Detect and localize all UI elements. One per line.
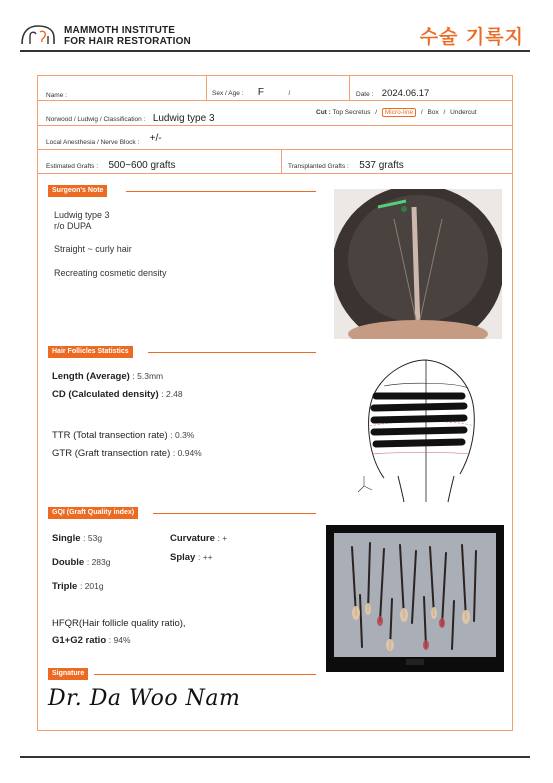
- triple-value: : 201g: [79, 581, 104, 591]
- double-value: : 283g: [86, 557, 111, 567]
- doctor-signature: Dr. Da Woo Nam: [48, 686, 241, 711]
- stat-gtr: [52, 448, 202, 459]
- note-line-3: Straight ~ curly hair: [54, 244, 132, 254]
- cut-option-undercut: Undercut: [450, 109, 477, 116]
- header-divider: [20, 50, 530, 52]
- estimated-grafts-value: 500~600 grafts: [108, 160, 176, 171]
- follicle-stats-rule: [148, 352, 316, 353]
- gqi-hfqr: [52, 618, 186, 629]
- note-line-1: Ludwig type 3: [54, 210, 110, 220]
- hfqr-label: HFQR(Hair follicle quality ratio),: [52, 618, 186, 629]
- cut-option-top-secretus: Top Secretus: [332, 109, 371, 116]
- transplanted-grafts-value: 537 grafts: [359, 160, 404, 171]
- institute-name: [64, 25, 191, 47]
- name-label: Name :: [46, 92, 67, 99]
- anesthesia-value: +/-: [149, 133, 162, 144]
- institute-name-line2: FOR HAIR RESTORATION: [64, 36, 191, 47]
- signature-rule: [94, 674, 316, 675]
- row-name-sex-date: [38, 76, 512, 101]
- row-classification-cut: [38, 101, 512, 126]
- row-grafts: [38, 150, 512, 174]
- splay-label: Splay: [170, 552, 196, 563]
- note-line-2: r/o DUPA: [54, 221, 92, 231]
- ratio-value: : 94%: [108, 635, 131, 645]
- scalp-photo-image: [334, 189, 502, 339]
- stat-ttr: [52, 430, 194, 441]
- document-header: [20, 20, 532, 52]
- cd-value: : 2.48: [161, 389, 183, 399]
- footer-divider: [20, 756, 530, 758]
- head-donor-diagram: [354, 356, 484, 506]
- ratio-label: G1+G2 ratio: [52, 635, 107, 646]
- transplanted-grafts-label: Transplanted Grafts :: [288, 163, 349, 170]
- splay-value: : ++: [198, 552, 213, 562]
- cut-label: Cut :: [316, 109, 331, 116]
- ttr-value: : 0.3%: [170, 430, 195, 440]
- cut-options: Cut : Top Secretus / Micro-line / Box / Undercut: [316, 109, 477, 116]
- gqi-splay: [170, 552, 213, 563]
- mammoth-logo-icon: [20, 24, 58, 46]
- length-value: : 5.3mm: [132, 371, 164, 381]
- curvature-value: : +: [217, 533, 228, 543]
- signature-heading: Signature: [48, 668, 88, 680]
- graft-monitor-photo: [326, 525, 504, 672]
- gqi-single: [52, 533, 102, 544]
- date-value: 2024.06.17: [381, 88, 430, 99]
- surgery-record-form: [37, 75, 513, 731]
- date-label: Date :: [356, 91, 374, 98]
- stat-cd: [52, 389, 183, 400]
- classification-value: Ludwig type 3: [152, 113, 215, 124]
- gqi-triple: [52, 581, 104, 592]
- cut-option-micro-line: Micro-line: [382, 108, 416, 117]
- scalp-photo: [334, 189, 502, 339]
- gqi-ratio: [52, 635, 131, 646]
- ttr-label: TTR (Total transection rate): [52, 430, 168, 441]
- curvature-label: Curvature: [170, 533, 215, 544]
- length-label: Length (Average): [52, 371, 130, 382]
- sex-value: F: [257, 87, 264, 98]
- surgeons-note-heading: Surgeon's Note: [48, 185, 107, 197]
- sex-age-label: Sex / Age :: [212, 90, 244, 97]
- institute-name-line1: MAMMOTH INSTITUTE: [64, 25, 176, 36]
- estimated-grafts-label: Estimated Grafts :: [46, 163, 99, 170]
- classification-label: Norwood / Ludwig / Classification :: [46, 116, 146, 123]
- graft-monitor-image: [326, 525, 504, 672]
- cd-label: CD (Calculated density): [52, 389, 159, 400]
- gqi-heading: GQI (Graft Quality index): [48, 507, 138, 519]
- surgeons-note-rule: [126, 191, 316, 192]
- sex-age-separator: /: [288, 90, 291, 97]
- stat-length: [52, 371, 163, 382]
- anesthesia-label: Local Anesthesia / Nerve Block :: [46, 139, 140, 146]
- follicle-stats-heading: Hair Follicles Statistics: [48, 346, 133, 358]
- gqi-curvature: [170, 533, 227, 544]
- triple-label: Triple: [52, 581, 78, 592]
- note-line-4: Recreating cosmetic density: [54, 268, 167, 278]
- cut-option-box: Box: [427, 109, 439, 116]
- document-title: 수술 기록지: [419, 26, 524, 48]
- gqi-double: [52, 557, 110, 568]
- gtr-label: GTR (Graft transection rate): [52, 448, 171, 459]
- gtr-value: : 0.94%: [172, 448, 202, 458]
- double-label: Double: [52, 557, 85, 568]
- gqi-rule: [153, 513, 316, 514]
- row-anesthesia: [38, 126, 512, 150]
- single-label: Single: [52, 533, 81, 544]
- single-value: : 53g: [83, 533, 103, 543]
